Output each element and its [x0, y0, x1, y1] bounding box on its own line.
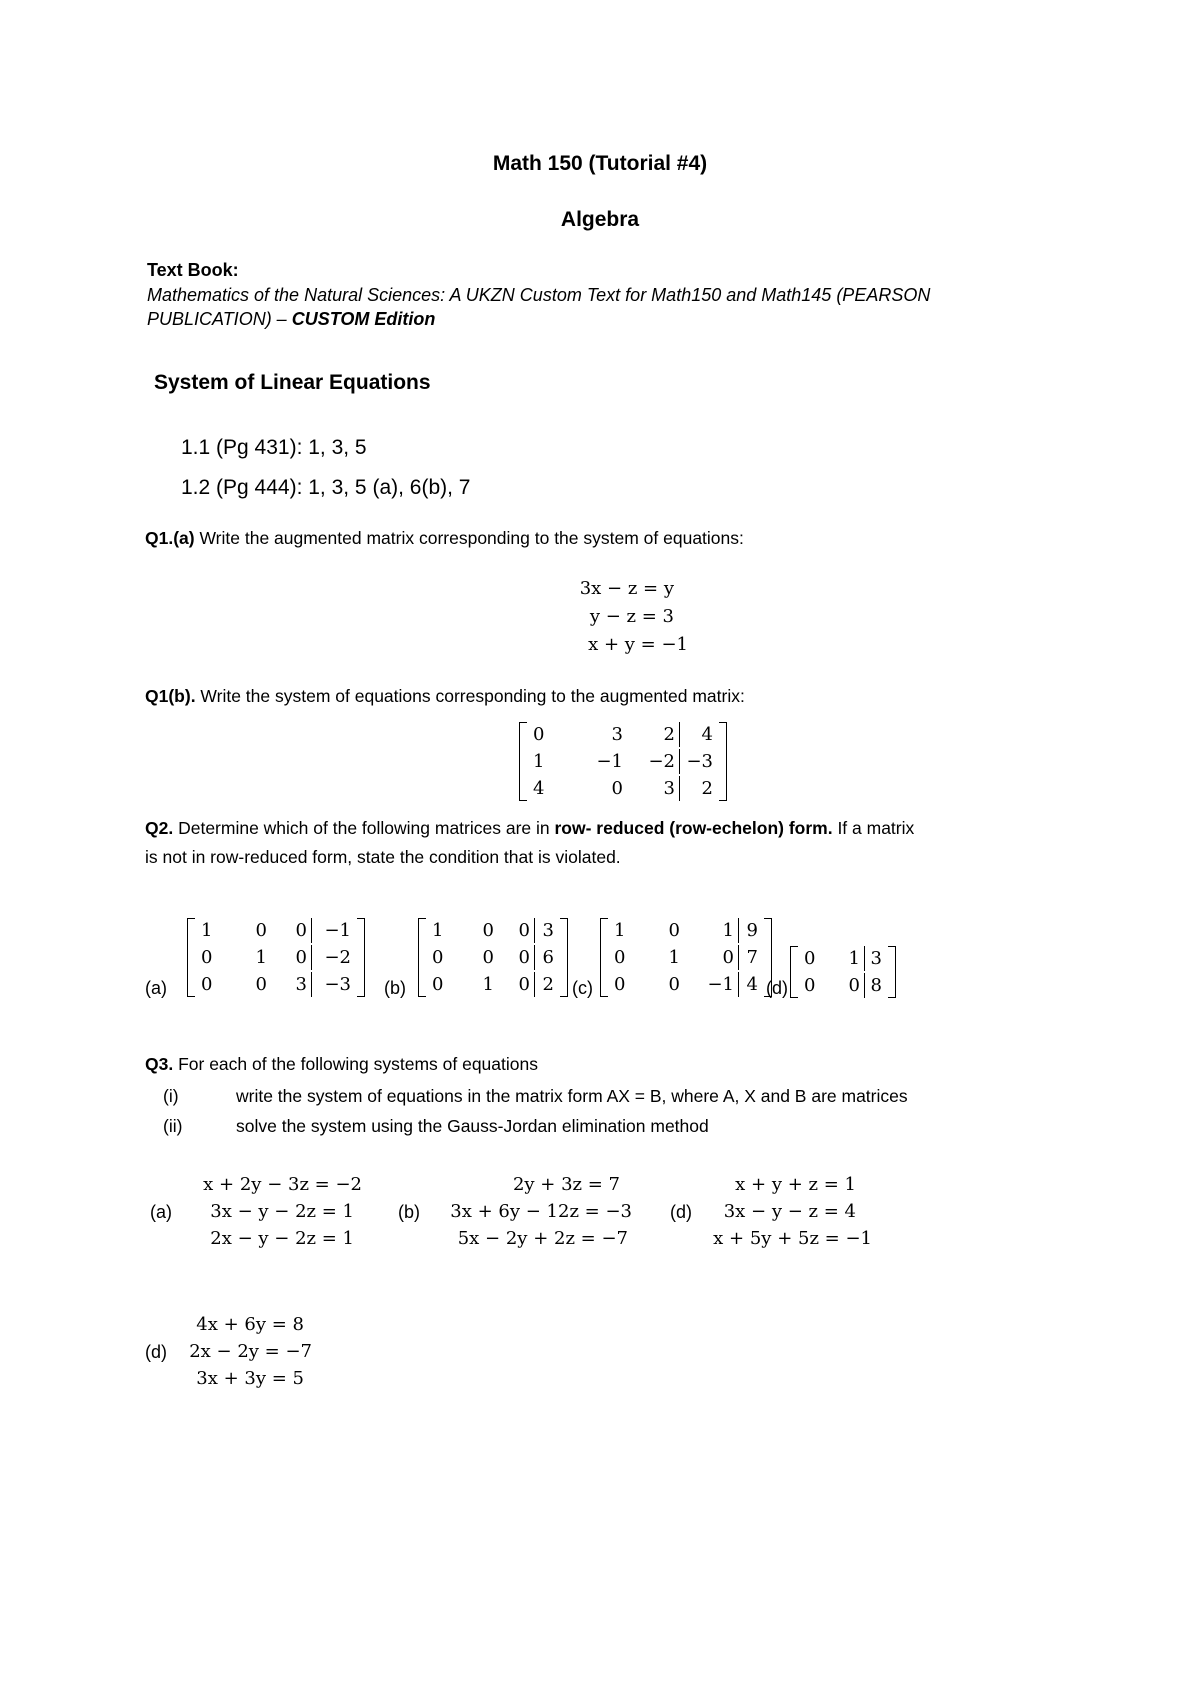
matrix-cell: 8	[864, 973, 886, 998]
matrix-cell: 0	[432, 974, 444, 995]
matrix-cell: 0	[611, 778, 623, 799]
q2-matrix-c-grid	[608, 918, 764, 997]
matrix-cell: 1	[432, 920, 444, 941]
matrix-cell: 4	[679, 722, 717, 747]
matrix-cell: 1	[255, 947, 267, 968]
matrix-cell: 0	[614, 947, 626, 968]
exercise-line-1: 1.1 (Pg 431): 1, 3, 5	[181, 436, 367, 459]
matrix-cell: 0	[518, 974, 530, 995]
q3-system-a-eq-2: 3x − y − 2z = 1	[210, 1201, 354, 1222]
left-bracket	[600, 918, 608, 997]
matrix-cell: 0	[614, 974, 626, 995]
q3-system-b-eq-3: 5x − 2y + 2z = −7	[457, 1228, 628, 1249]
matrix-cell: 0	[482, 947, 494, 968]
matrix-cell: 0	[432, 947, 444, 968]
matrix-cell: 0	[804, 948, 816, 969]
q2-matrix-d	[790, 946, 896, 998]
q3-item-ii-text: solve the system using the Gauss-Jordan elimination method	[236, 1116, 709, 1136]
left-bracket	[519, 722, 527, 801]
q2-matrix-a	[187, 918, 365, 997]
q3-item-i-text: write the system of equations in the matrix form AX = B, where A, X and B are matrices	[236, 1086, 908, 1106]
q2-text-1: Determine which of the following matrices are in	[173, 818, 555, 838]
q3-system-d2-eq-3: 3x + 3y = 5	[196, 1368, 304, 1389]
matrix-cell: 0	[255, 920, 267, 941]
matrix-cell: 2	[663, 724, 675, 745]
q2-prompt-line-1	[145, 818, 914, 839]
matrix-cell: 1	[668, 947, 680, 968]
matrix-cell: 3	[534, 918, 558, 943]
q3-item-ii-number: (ii)	[163, 1116, 183, 1136]
matrix-cell: −1	[311, 918, 355, 943]
q2-prompt-line-2: is not in row-reduced form, state the condition that is violated.	[145, 847, 621, 867]
q2-matrix-c	[600, 918, 772, 997]
q2-matrix-b-grid	[426, 918, 560, 997]
right-bracket	[357, 918, 365, 997]
left-bracket	[790, 946, 798, 998]
matrix-cell: −2	[648, 751, 675, 772]
matrix-cell: 0	[518, 920, 530, 941]
q3-text: For each of the following systems of equations	[173, 1054, 538, 1074]
matrix-cell: 4	[533, 778, 545, 799]
matrix-cell: 0	[533, 724, 545, 745]
matrix-cell: 1	[848, 948, 860, 969]
q1a-equation-1: 3x − z = y	[579, 578, 674, 599]
q2-matrix-a-grid	[195, 918, 357, 997]
q1b-augmented-matrix	[519, 722, 727, 801]
right-bracket	[719, 722, 727, 801]
exercise-line-2: 1.2 (Pg 444): 1, 3, 5 (a), 6(b), 7	[181, 476, 471, 499]
q3-system-a-eq-3: 2x − y − 2z = 1	[210, 1228, 354, 1249]
matrix-cell: 0	[804, 975, 816, 996]
matrix-cell: 1	[722, 920, 734, 941]
section-heading: System of Linear Equations	[154, 371, 431, 394]
textbook-line-2	[147, 309, 435, 330]
right-bracket	[560, 918, 568, 997]
q1b-label: Q1(b).	[145, 686, 196, 706]
page-subtitle: Algebra	[560, 208, 640, 231]
q2-bold-term: row- reduced (row-echelon) form.	[554, 818, 833, 838]
q1b-matrix-grid	[527, 722, 719, 801]
q3-item-i-number: (i)	[163, 1086, 179, 1106]
textbook-line-1: Mathematics of the Natural Sciences: A UKZN Custom Text for Math150 and Math145 (PEARSON	[147, 285, 931, 305]
matrix-cell: 1	[533, 751, 545, 772]
textbook-line-2-prefix: PUBLICATION) –	[147, 309, 292, 329]
q3-system-a-label: (a)	[150, 1202, 172, 1222]
left-bracket	[418, 918, 426, 997]
matrix-cell: 4	[738, 972, 762, 997]
matrix-cell: 3	[295, 974, 307, 995]
matrix-cell: 1	[614, 920, 626, 941]
matrix-cell: 2	[679, 776, 717, 801]
q2-matrix-a-label: (a)	[145, 978, 167, 998]
q2-matrix-c-label: (c)	[572, 978, 593, 998]
q1b-text: Write the system of equations corresponding to the augmented matrix:	[195, 686, 745, 706]
matrix-cell: 0	[295, 947, 307, 968]
q1a-prompt	[145, 528, 744, 549]
matrix-cell: 9	[738, 918, 762, 943]
matrix-cell: 3	[611, 724, 623, 745]
q3-system-b-eq-1: 2y + 3z = 7	[512, 1174, 620, 1195]
textbook-label: Text Book:	[147, 260, 239, 280]
matrix-cell: 0	[668, 974, 680, 995]
q3-system-d1-label: (d)	[670, 1202, 692, 1222]
matrix-cell: −1	[707, 974, 734, 995]
left-bracket	[187, 918, 195, 997]
matrix-cell: 0	[255, 974, 267, 995]
q3-system-d1-eq-2: 3x − y − z = 4	[723, 1201, 856, 1222]
q2-matrix-b	[418, 918, 568, 997]
q1b-prompt	[145, 686, 745, 707]
q2-text-2: If a matrix	[832, 818, 915, 838]
page-title: Math 150 (Tutorial #4)	[492, 152, 708, 175]
matrix-cell: 0	[201, 947, 213, 968]
matrix-cell: 0	[518, 947, 530, 968]
matrix-cell: 3	[864, 946, 886, 971]
q2-matrix-d-label: (d)	[766, 978, 788, 998]
matrix-cell: 1	[482, 974, 494, 995]
matrix-cell: 6	[534, 945, 558, 970]
q1a-label: Q1.(a)	[145, 528, 195, 548]
matrix-cell: −1	[596, 751, 623, 772]
q3-label: Q3.	[145, 1054, 174, 1074]
q3-prompt	[145, 1054, 538, 1075]
q3-system-d1-eq-1: x + y + z = 1	[735, 1174, 856, 1195]
matrix-cell: 7	[738, 945, 762, 970]
q3-system-b-eq-2: 3x + 6y − 12z = −3	[450, 1201, 632, 1222]
matrix-cell: 2	[534, 972, 558, 997]
q3-system-a-eq-1: x + 2y − 3z = −2	[203, 1174, 362, 1195]
q2-matrix-d-grid	[798, 946, 888, 998]
q3-system-b-label: (b)	[398, 1202, 420, 1222]
matrix-cell: 0	[722, 947, 734, 968]
q1a-equation-2: y − z = 3	[589, 606, 674, 627]
right-bracket	[888, 946, 896, 998]
matrix-cell: −3	[311, 972, 355, 997]
q2-label: Q2.	[145, 818, 174, 838]
matrix-cell: 0	[201, 974, 213, 995]
q1a-equation-3: x + y = −1	[588, 634, 688, 655]
matrix-cell: 0	[482, 920, 494, 941]
q1a-text: Write the augmented matrix corresponding to the system of equations:	[194, 528, 744, 548]
q3-system-d2-label: (d)	[145, 1342, 167, 1362]
q3-system-d2-eq-1: 4x + 6y = 8	[196, 1314, 304, 1335]
matrix-cell: 0	[668, 920, 680, 941]
matrix-cell: −2	[311, 945, 355, 970]
matrix-cell: 0	[295, 920, 307, 941]
q3-system-d1-eq-3: x + 5y + 5z = −1	[713, 1228, 872, 1249]
matrix-cell: 1	[201, 920, 213, 941]
matrix-cell: 0	[848, 975, 860, 996]
matrix-cell: 3	[663, 778, 675, 799]
q3-system-d2-eq-2: 2x − 2y = −7	[189, 1341, 312, 1362]
matrix-cell: −3	[679, 749, 717, 774]
textbook-edition: CUSTOM Edition	[291, 309, 436, 329]
q2-matrix-b-label: (b)	[384, 978, 406, 998]
